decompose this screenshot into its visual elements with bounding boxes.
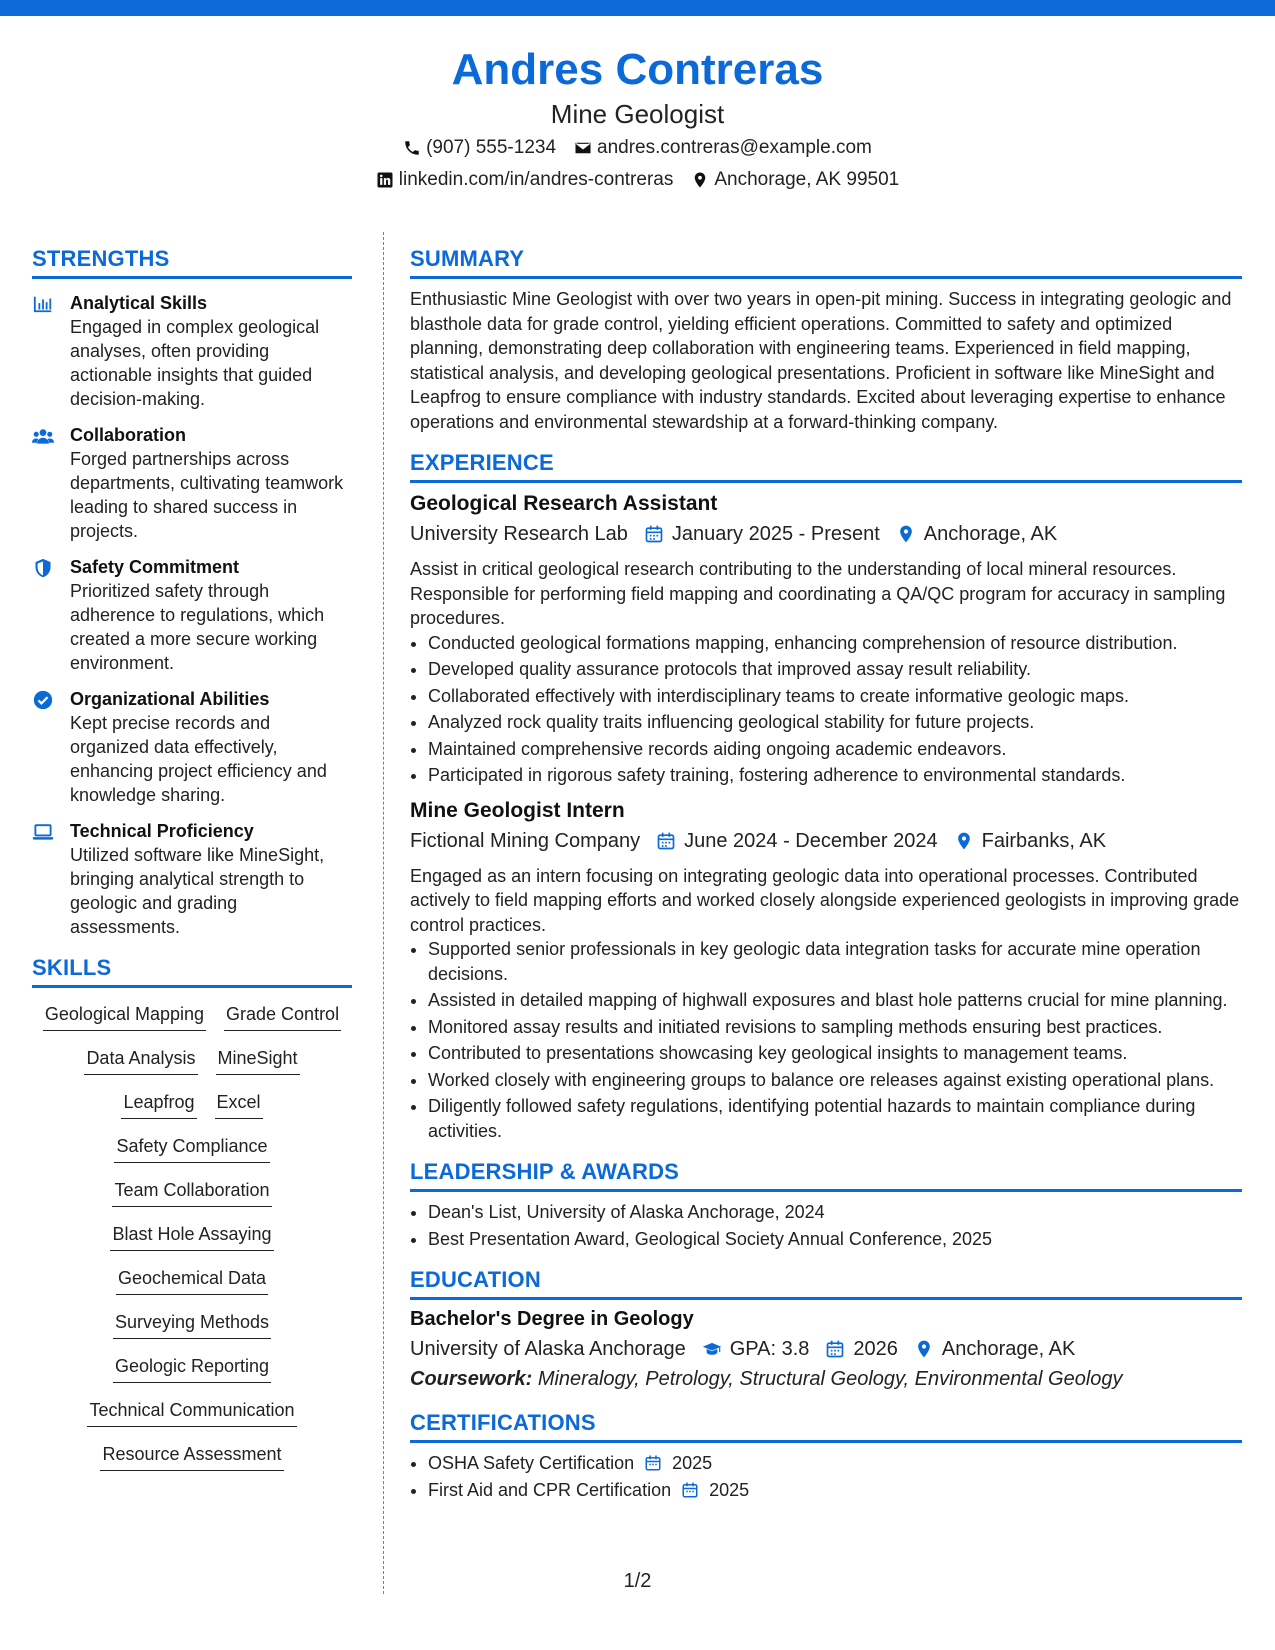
map-pin-icon	[691, 171, 709, 189]
cert-name: • First Aid and CPR Certification	[428, 1479, 672, 1500]
skill-tag: Surveying Methods	[113, 1308, 271, 1339]
job-dates: June 2024 - December 2024	[684, 829, 938, 852]
cert-year: 2025	[672, 1453, 713, 1473]
job-title: Geological Research Assistant	[410, 492, 718, 515]
strength-title: Safety Commitment	[70, 557, 240, 577]
calendar-icon	[644, 524, 664, 544]
skill-tag: Excel	[215, 1088, 263, 1119]
check-circle-icon	[32, 690, 54, 710]
page-number: 1/2	[623, 1570, 652, 1592]
strength-title: Collaboration	[70, 425, 186, 445]
skill-tag: Technical Communication	[87, 1396, 296, 1427]
strength-desc: Forged partnerships across departments, cultivating teamwork leading to shared success in projects.	[70, 449, 344, 541]
cert-year: 2025	[709, 1479, 750, 1500]
calendar-icon	[681, 1481, 699, 1499]
job-entry	[410, 489, 1242, 788]
cert-name: • OSHA Safety Certification	[428, 1453, 635, 1473]
school-name: University of Alaska Anchorage	[410, 1338, 686, 1360]
skill-tag: Leapfrog	[121, 1088, 196, 1119]
graduation-year: 2026	[853, 1338, 898, 1360]
skill-tag: Geological Mapping	[43, 1000, 206, 1031]
list-item: • Developed quality assurance protocols that improved assay result reliability.	[428, 657, 1242, 682]
strength-desc: Prioritized safety through adherence to regulations, which created a more secure working environment.	[70, 581, 325, 673]
list-item: • Collaborated effectively with interdisciplinary teams to create informative geologic maps.	[428, 684, 1242, 709]
graduation-cap-icon	[702, 1339, 722, 1359]
strength-item	[32, 687, 352, 807]
top-accent-bar	[0, 0, 1275, 16]
strengths-rule	[32, 276, 352, 279]
list-item: • Participated in rigorous safety training, fostering adherence to environmental standards.	[428, 763, 1242, 788]
list-item	[428, 1478, 1242, 1503]
job-meta	[410, 519, 1242, 549]
list-item: • Best Presentation Award, Geological Society Annual Conference, 2025	[428, 1227, 1242, 1252]
skills-list	[32, 1000, 352, 1471]
job-title: Mine Geologist Intern	[410, 798, 625, 822]
strength-item	[32, 555, 352, 675]
phone-contact[interactable]	[403, 134, 556, 162]
job-company: Fictional Mining Company	[410, 829, 641, 852]
strength-item	[32, 291, 352, 411]
bar-chart-icon	[32, 294, 54, 314]
job-bullets	[410, 631, 1242, 788]
certifications-heading: CERTIFICATIONS	[410, 1410, 596, 1435]
candidate-name: Andres Contreras	[451, 45, 824, 94]
job-entry	[410, 796, 1242, 1144]
resume-header	[0, 42, 1275, 194]
linkedin-contact[interactable]	[376, 166, 674, 194]
experience-rule	[410, 480, 1242, 483]
shield-icon	[32, 558, 54, 578]
list-item: • Conducted geological formations mapping, enhancing comprehension of resource distribution.	[428, 631, 1242, 656]
strength-item	[32, 819, 352, 939]
left-column	[32, 244, 352, 1484]
job-meta	[410, 826, 1242, 856]
users-icon	[32, 426, 54, 446]
location-contact	[691, 166, 899, 194]
skills-heading: SKILLS	[32, 955, 112, 980]
job-location: Anchorage, AK	[923, 523, 1058, 545]
coursework-label: Coursework:	[410, 1368, 533, 1390]
leadership-list	[410, 1200, 1242, 1251]
email-text: andres.contreras@example.com	[597, 137, 872, 158]
job-description: Assist in critical geological research contributing to the understanding of local mineral resources. Responsible for performing field mapping and coordinating a QA/QC program for accuracy in sampling procedures.	[410, 559, 1226, 628]
linkedin-text: linkedin.com/in/andres-contreras	[398, 169, 674, 190]
list-item: • Analyzed rock quality traits influencing geological stability for future projects.	[428, 710, 1242, 735]
contact-line-1	[0, 134, 1275, 162]
skill-tag: Blast Hole Assaying	[110, 1220, 273, 1251]
list-item: • Worked closely with engineering groups to balance ore releases against existing operational plans.	[428, 1068, 1242, 1093]
gpa: GPA: 3.8	[729, 1338, 810, 1360]
location-text: Anchorage, AK 99501	[714, 169, 900, 190]
calendar-icon	[656, 831, 676, 851]
envelope-icon	[574, 139, 592, 157]
email-contact[interactable]	[574, 134, 872, 162]
education-rule	[410, 1297, 1242, 1300]
skill-tag: Grade Control	[224, 1000, 341, 1031]
education-meta	[410, 1334, 1242, 1364]
coursework	[410, 1364, 1242, 1394]
certifications-rule	[410, 1440, 1242, 1443]
skill-tag: Geologic Reporting	[113, 1352, 271, 1383]
skill-tag: Data Analysis	[84, 1044, 197, 1075]
candidate-title: Mine Geologist	[550, 99, 725, 129]
skill-tag: Safety Compliance	[114, 1132, 269, 1163]
list-item: • Assisted in detailed mapping of highwall exposures and blast hole patterns crucial for mine planning.	[428, 988, 1242, 1013]
school-location: Anchorage, AK	[941, 1338, 1076, 1360]
leadership-rule	[410, 1189, 1242, 1192]
skills-rule	[32, 985, 352, 988]
right-column	[410, 244, 1242, 1504]
map-pin-icon	[896, 524, 916, 544]
strength-title: Analytical Skills	[70, 293, 208, 313]
linkedin-icon	[376, 171, 394, 189]
column-divider	[383, 232, 384, 1594]
summary-rule	[410, 276, 1242, 279]
list-item: • Contributed to presentations showcasing key geological insights to management teams.	[428, 1041, 1242, 1066]
summary-heading: SUMMARY	[410, 246, 525, 271]
list-item: • Supported senior professionals in key geologic data integration tasks for accurate mine operation decisions.	[428, 937, 1242, 986]
strength-item	[32, 423, 352, 543]
map-pin-icon	[954, 831, 974, 851]
job-location: Fairbanks, AK	[981, 829, 1107, 852]
job-description: Engaged as an intern focusing on integrating geologic data into operational processes. Contributed actively to field mapping efforts and worked closely alongside experienced geologists in improving grade control practices.	[410, 865, 1240, 935]
phone-text: (907) 555-1234	[426, 137, 557, 158]
education-heading: EDUCATION	[410, 1267, 541, 1292]
contact-line-2	[0, 166, 1275, 194]
certifications-list	[410, 1451, 1242, 1502]
phone-icon	[403, 139, 421, 157]
skill-tag: MineSight	[216, 1044, 300, 1075]
degree-title: Bachelor's Degree in Geology	[410, 1308, 694, 1330]
skill-tag: Resource Assessment	[100, 1440, 283, 1471]
list-item: • Maintained comprehensive records aiding ongoing academic endeavors.	[428, 737, 1242, 762]
leadership-heading: LEADERSHIP & AWARDS	[410, 1159, 680, 1184]
map-pin-icon	[914, 1339, 934, 1359]
laptop-icon	[32, 822, 54, 842]
list-item	[428, 1451, 1242, 1476]
strength-title: Organizational Abilities	[70, 689, 270, 709]
skill-tag: Geochemical Data	[116, 1264, 268, 1295]
strengths-heading: STRENGTHS	[32, 246, 170, 271]
skill-tag: Team Collaboration	[112, 1176, 271, 1207]
strength-desc: Engaged in complex geological analyses, often providing actionable insights that guided decision-making.	[70, 317, 320, 409]
calendar-icon	[644, 1454, 662, 1472]
list-item: • Dean's List, University of Alaska Anchorage, 2024	[428, 1200, 1242, 1225]
job-bullets	[410, 937, 1242, 1143]
calendar-icon	[825, 1339, 845, 1359]
coursework-list: Mineralogy, Petrology, Structural Geology, Environmental Geology	[537, 1368, 1123, 1390]
strength-desc: Kept precise records and organized data effectively, enhancing project efficiency and knowledge sharing.	[70, 713, 327, 805]
summary-text: Enthusiastic Mine Geologist with over two years in open-pit mining. Success in integrating geologic and blasthole data for grade control, yielding efficient operations. Committed to safety and optimized planning, demonstrating deep collaboration with engineering teams. Experienced in field mapping, statistical analysis, and developing geological presentations. Proficient in software like MineSight and Leapfrog to ensure compliance with industry standards. Excited about leveraging expertise to enhance operations and environmental stewardship at a forward-thinking company.	[410, 289, 1232, 432]
strength-desc: Utilized software like MineSight, bringing analytical strength to geologic and grading assessments.	[70, 845, 325, 937]
experience-heading: EXPERIENCE	[410, 450, 554, 475]
list-item: • Monitored assay results and initiated revisions to sampling methods ensuring best practices.	[428, 1015, 1242, 1040]
job-company: University Research Lab	[410, 523, 628, 545]
list-item: • Diligently followed safety regulations, identifying potential hazards to maintain compliance during activities.	[428, 1094, 1242, 1143]
strength-title: Technical Proficiency	[70, 821, 254, 841]
job-dates: January 2025 - Present	[671, 523, 880, 545]
